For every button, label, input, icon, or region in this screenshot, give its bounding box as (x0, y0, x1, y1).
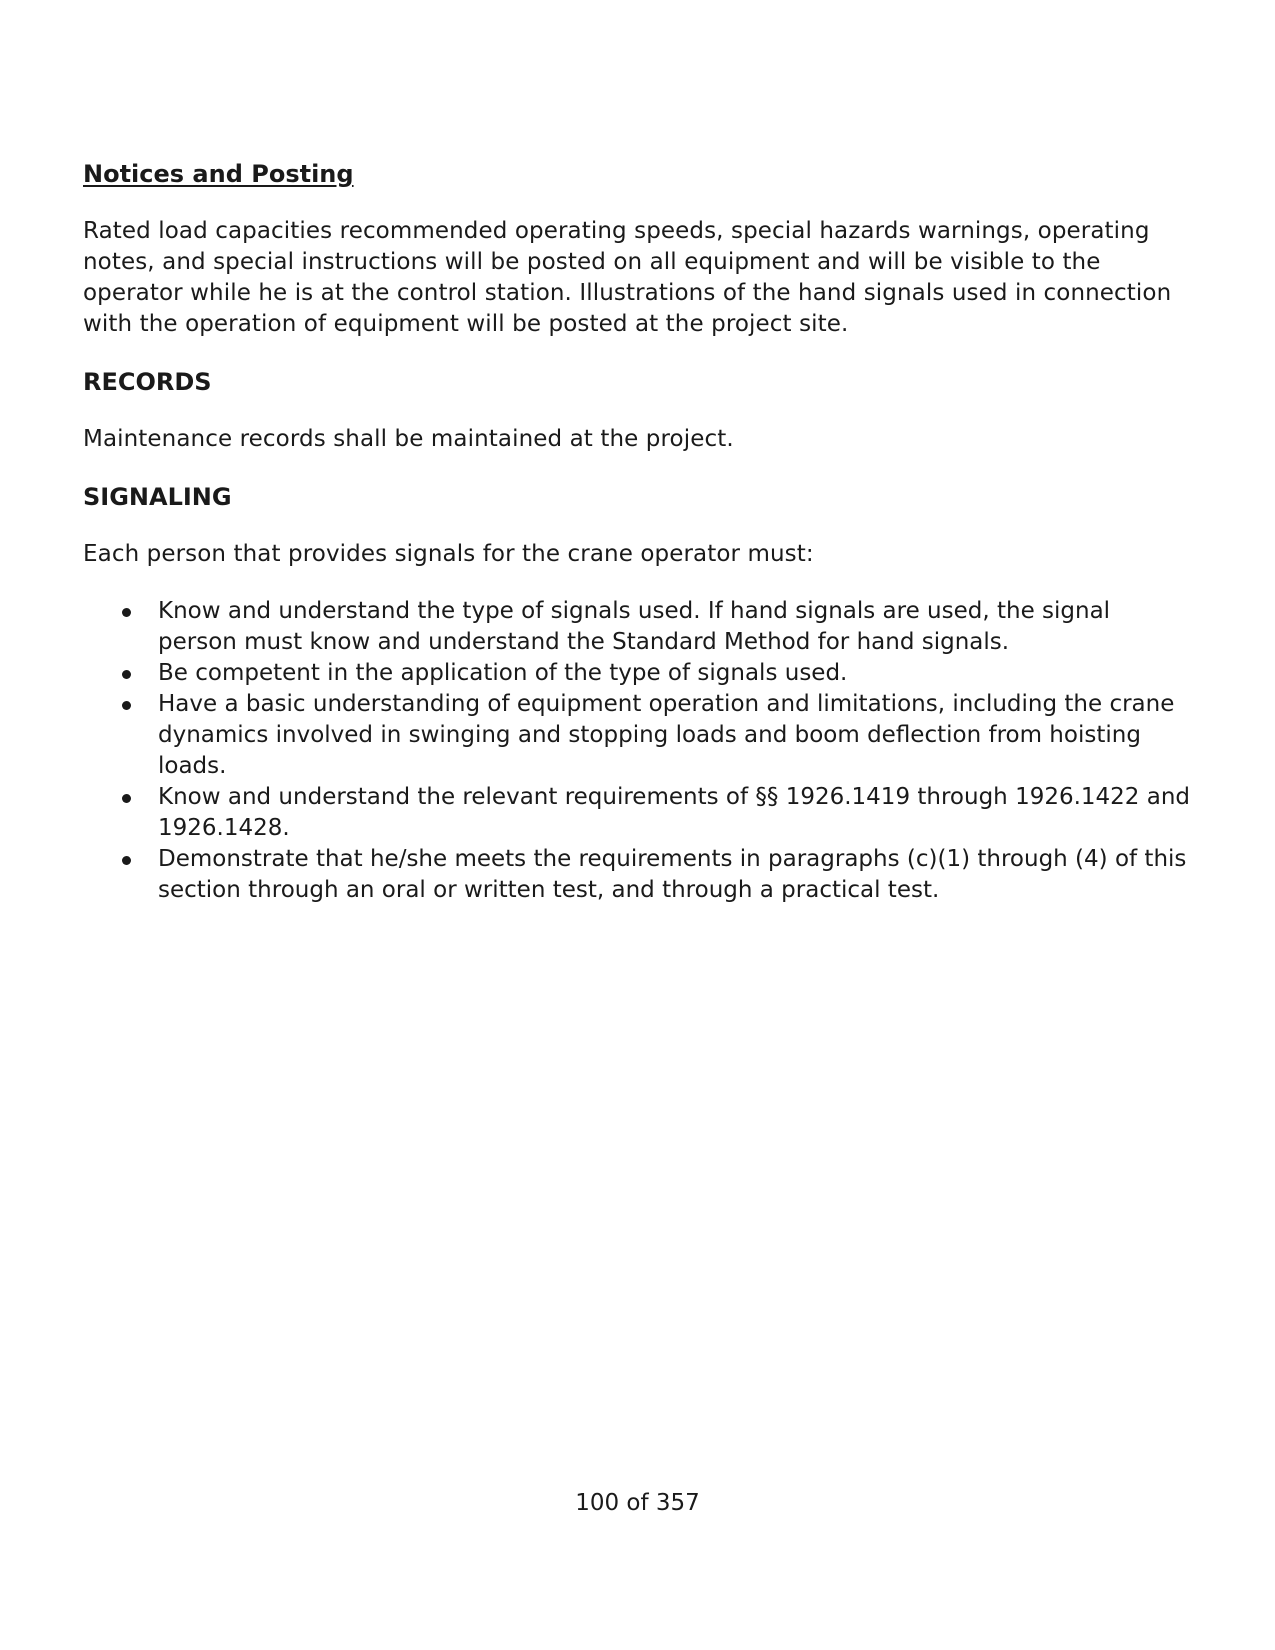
list-item-text: Demonstrate that he/she meets the requirements in paragraphs (c)(1) through (4) of this section through an oral or written test, and through a practical test. (158, 846, 1187, 903)
notices-and-posting-heading: Notices and Posting (83, 160, 354, 188)
signaling-intro: Each person that provides signals for the crane operator must: (83, 541, 814, 567)
bullet-icon (122, 856, 131, 865)
list-item (83, 782, 1193, 844)
page-number: 100 of 357 (575, 1490, 700, 1516)
list-item-text: Know and understand the type of signals used. If hand signals are used, the signal person must know and understand the Standard Method for hand signals. (158, 598, 1111, 655)
list-item (83, 658, 1193, 689)
list-item (83, 689, 1193, 782)
list-item-text: Be competent in the application of the type of signals used. (158, 660, 848, 686)
list-item (83, 844, 1193, 906)
signaling-heading: SIGNALING (83, 483, 232, 511)
page-content (83, 158, 1193, 906)
signaling-requirements-list (83, 596, 1193, 906)
notices-paragraph: Rated load capacities recommended operating speeds, special hazards warnings, operating notes, and special instructions will be posted on all equipment and will be visible to the operator while he is at the control station. Illustrations of the hand signals used in connection with the operation of equipment will be posted at the project site. (83, 218, 1172, 337)
bullet-icon (122, 794, 131, 803)
list-item-text: Know and understand the relevant requirements of §§ 1926.1419 through 1926.1422 and 1926.1428. (158, 784, 1191, 841)
list-item-text: Have a basic understanding of equipment operation and limitations, including the crane dynamics involved in swinging and stopping loads and boom deflection from hoisting loads. (158, 691, 1175, 779)
bullet-icon (122, 701, 131, 710)
records-heading: RECORDS (83, 368, 212, 396)
bullet-icon (122, 670, 131, 679)
records-paragraph: Maintenance records shall be maintained at the project. (83, 426, 734, 452)
list-item (83, 596, 1193, 658)
bullet-icon (122, 608, 131, 617)
